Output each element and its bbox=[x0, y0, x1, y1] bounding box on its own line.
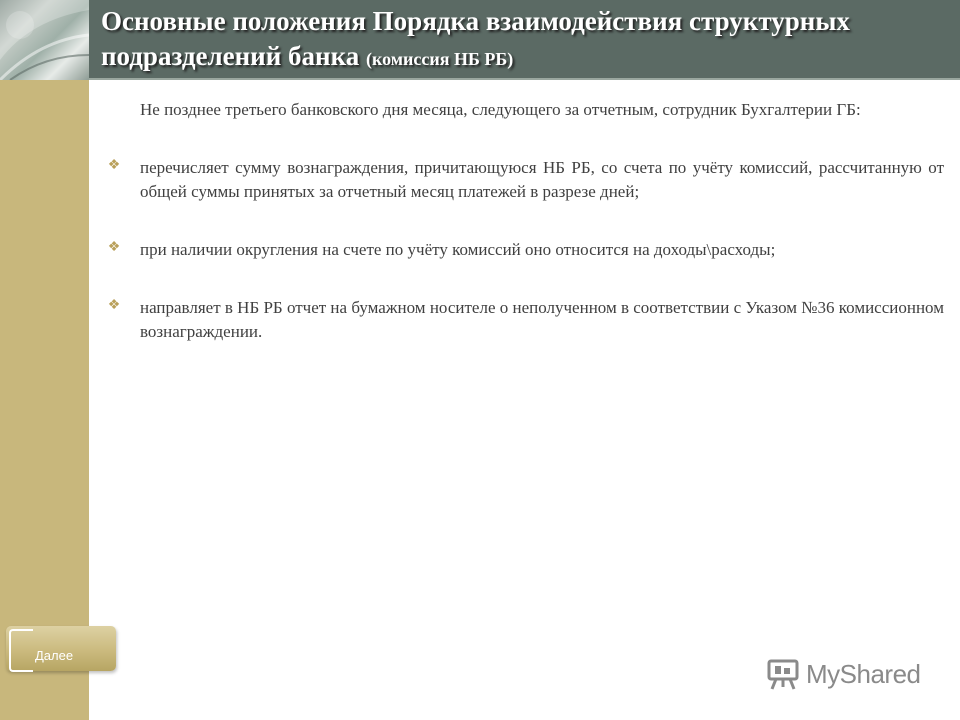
bullet-item bbox=[106, 238, 944, 262]
slide-title-subtitle: (комиссия НБ РБ) bbox=[365, 49, 514, 69]
corner-decorative-image bbox=[0, 0, 89, 80]
bullet-text: перечисляет сумму вознаграждения, причитающуюся НБ РБ, со счета по учёту комиссий, рассчитанную от общей суммы принятых за отчетный месяц платежей в разрезе дней; bbox=[140, 158, 944, 201]
myshared-watermark bbox=[766, 656, 936, 692]
diamond-bullet-icon: ❖ bbox=[107, 240, 121, 255]
diamond-bullet-icon: ❖ bbox=[107, 298, 121, 313]
slide-title-text: Основные положения Порядка взаимодействия структурных подразделений банка bbox=[101, 6, 850, 71]
intro-text: Не позднее третьего банковского дня месяца, следующего за отчетным, сотрудник Бухгалтерии ГБ: bbox=[140, 100, 861, 119]
bullet-text: направляет в НБ РБ отчет на бумажном носителе о неполученном в соответствии с Указом №36 комиссионном вознаграждении. bbox=[140, 298, 944, 341]
bullet-item bbox=[106, 156, 944, 204]
diamond-bullet-icon: ❖ bbox=[107, 158, 121, 173]
intro-paragraph bbox=[106, 98, 944, 122]
left-sidebar bbox=[0, 0, 89, 720]
bullet-item bbox=[106, 296, 944, 344]
presentation-board-icon bbox=[766, 657, 800, 691]
next-button[interactable] bbox=[6, 626, 116, 671]
slide-header bbox=[89, 0, 960, 80]
watermark-text: MyShared bbox=[806, 658, 921, 689]
slide-title bbox=[101, 4, 951, 77]
bullet-text: при наличии округления на счете по учёту комиссий оно относится на доходы\расходы; bbox=[140, 240, 776, 259]
slide-content bbox=[106, 98, 944, 344]
next-button-label: Далее bbox=[35, 648, 74, 663]
